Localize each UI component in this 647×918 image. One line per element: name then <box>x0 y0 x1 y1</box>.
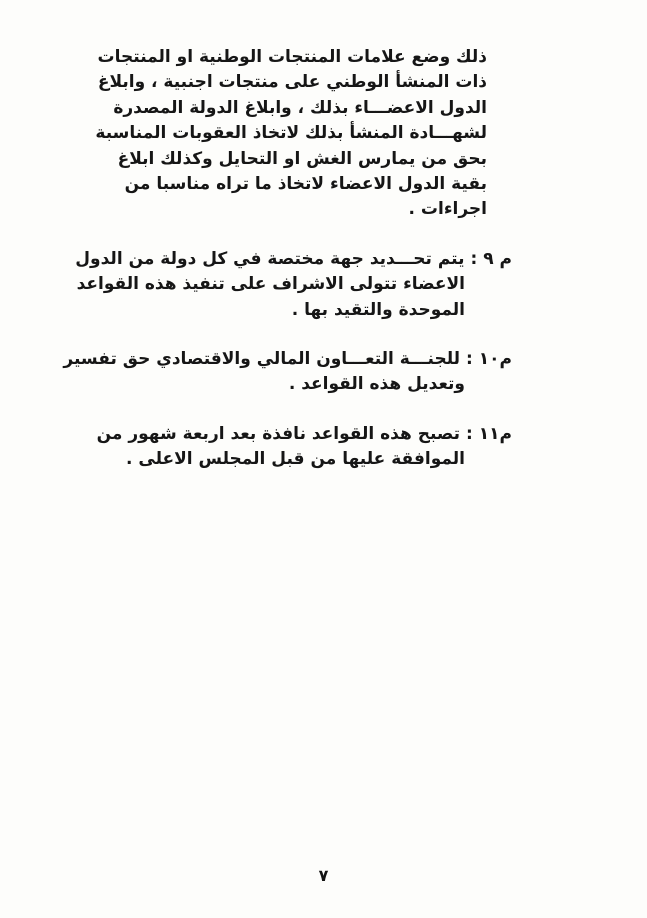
text-line: ذلك وضع علامات المنتجات الوطنية او المنتجات <box>97 47 487 67</box>
text-line: يتم تحـــديد جهة مختصة في كل دولة من الدول <box>75 248 465 269</box>
text-line: الدول الاعضـــاء بذلك ، وابلاغ الدولة المصدرة <box>113 97 487 118</box>
text-line: وتعديل هذه القواعد . <box>288 374 465 395</box>
text-line: بقية الدول الاعضاء لاتخاذ ما تراه مناسبا من <box>124 174 487 195</box>
article-9-body <box>76 272 465 323</box>
text-line: لشهـــادة المنشأ بذلك لاتخاذ العقوبات المناسبة <box>95 123 487 144</box>
text-line: الاعضاء تتولى الاشراف على تنفيذ هذه القواعد <box>76 274 465 295</box>
text-line: الموحدة والتقيد بها . <box>291 299 465 320</box>
text-line: تصبح هذه القواعد نافذة بعد اربعة شهور من <box>96 423 461 444</box>
text-line: اجراءات . <box>408 199 487 220</box>
article-11-first-line <box>96 422 512 447</box>
article-10 <box>63 347 512 398</box>
text-line: ذات المنشأ الوطني على منتجات اجنبية ، وابلاغ <box>97 72 487 93</box>
article-10-body <box>145 372 465 397</box>
article-10-marker: م١٠ : <box>466 349 512 370</box>
article-9-marker: م ٩ : <box>470 248 512 269</box>
article-10-first-line <box>63 347 512 372</box>
article-11-body <box>126 447 465 472</box>
article-11-marker: م١١ : <box>466 423 512 444</box>
intro-paragraph <box>95 45 487 223</box>
text-line: الموافقة عليها من قبل المجلس الاعلى . <box>126 449 465 470</box>
text-line: بحق من يمارس الغش او التحايل وكذلك ابلاغ <box>117 148 487 169</box>
page-number: ٧ <box>318 866 329 885</box>
text-line: للجنـــة التعـــاون المالي والاقتصادي حق تفسير <box>63 349 461 370</box>
article-9 <box>75 247 512 323</box>
text-content <box>63 45 512 473</box>
article-11 <box>96 422 512 473</box>
article-9-first-line <box>75 247 512 272</box>
